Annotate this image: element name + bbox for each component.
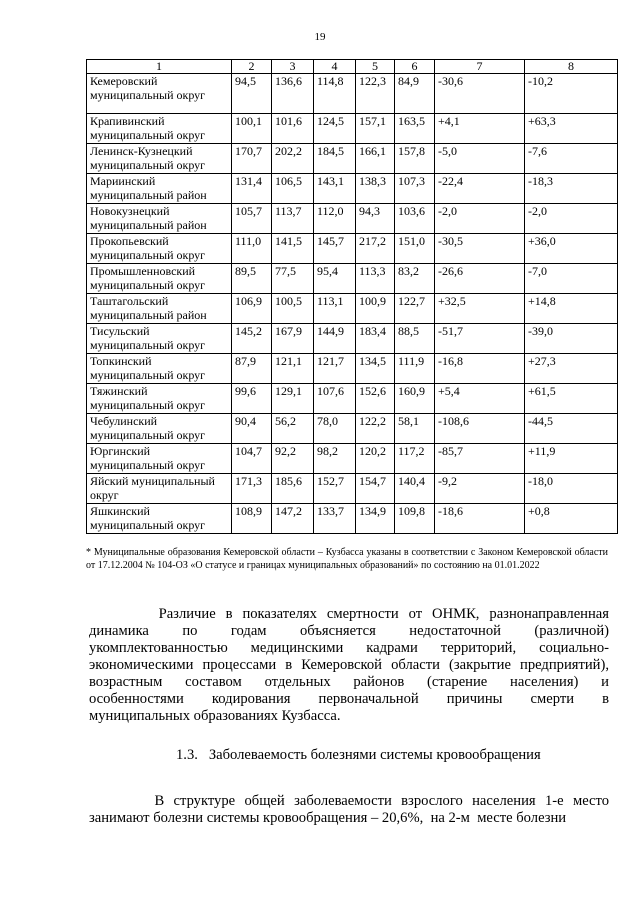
value-cell: 154,7 [356, 474, 395, 504]
value-cell: 100,5 [272, 294, 314, 324]
value-cell: 92,2 [272, 444, 314, 474]
value-cell: 144,9 [314, 324, 356, 354]
value-cell: 131,4 [232, 174, 272, 204]
value-cell: 100,1 [232, 114, 272, 144]
municipality-cell: Мариинский муниципальный район [87, 174, 232, 204]
value-cell: 141,5 [272, 234, 314, 264]
paragraph-line: Различие в показателях смертности от ОНМК, разнонаправленная [89, 606, 609, 622]
table-row [87, 504, 618, 534]
value-cell: 122,2 [356, 414, 395, 444]
table-row [87, 74, 618, 114]
value-cell: 157,1 [356, 114, 395, 144]
value-cell: -7,0 [525, 264, 618, 294]
value-cell: 134,9 [356, 504, 395, 534]
value-cell: 113,1 [314, 294, 356, 324]
value-cell: -44,5 [525, 414, 618, 444]
value-cell: -30,5 [435, 234, 525, 264]
value-cell: 120,2 [356, 444, 395, 474]
value-cell: 117,2 [395, 444, 435, 474]
value-cell: +11,9 [525, 444, 618, 474]
value-cell: -39,0 [525, 324, 618, 354]
value-cell: 138,3 [356, 174, 395, 204]
value-cell: 112,0 [314, 204, 356, 234]
section-heading: 1.3. Заболеваемость болезнями системы кровообращения [176, 747, 541, 763]
value-cell: -51,7 [435, 324, 525, 354]
value-cell: 105,7 [232, 204, 272, 234]
value-cell: 145,2 [232, 324, 272, 354]
value-cell: 95,4 [314, 264, 356, 294]
paragraph-line: динамика по годам объясняется недостаточной (различной) [89, 623, 609, 639]
value-cell: 136,6 [272, 74, 314, 114]
value-cell: -2,0 [435, 204, 525, 234]
municipality-cell: Промышленновский муниципальный округ [87, 264, 232, 294]
municipality-cell: Тисульский муниципальный округ [87, 324, 232, 354]
table-row [87, 174, 618, 204]
footnote: * Муниципальные образования Кемеровской области – Кузбасса указаны в соответствии с Законом Кемеровской области от 17.12.2004 № 104-ОЗ «О статусе и границах муниципальных образований» по состоянию на 01.01.2022 [86, 547, 608, 571]
value-cell: -2,0 [525, 204, 618, 234]
table-body [87, 74, 618, 534]
value-cell: 184,5 [314, 144, 356, 174]
value-cell: -18,0 [525, 474, 618, 504]
value-cell: 145,7 [314, 234, 356, 264]
value-cell: 147,2 [272, 504, 314, 534]
value-cell: 58,1 [395, 414, 435, 444]
value-cell: 94,3 [356, 204, 395, 234]
value-cell: 94,5 [232, 74, 272, 114]
value-cell: 113,3 [356, 264, 395, 294]
paragraph-line: укомплектованностью медицинскими кадрами территорий, социально- [89, 640, 609, 656]
value-cell: 106,5 [272, 174, 314, 204]
value-cell: -85,7 [435, 444, 525, 474]
value-cell: 121,1 [272, 354, 314, 384]
value-cell: +61,5 [525, 384, 618, 414]
header-cell: 8 [525, 60, 618, 74]
value-cell: +4,1 [435, 114, 525, 144]
value-cell: 104,7 [232, 444, 272, 474]
municipality-cell: Яйский муниципальный округ [87, 474, 232, 504]
table-row [87, 414, 618, 444]
value-cell: 78,0 [314, 414, 356, 444]
header-cell: 1 [87, 60, 232, 74]
value-cell: 122,7 [395, 294, 435, 324]
table-row [87, 234, 618, 264]
table-row [87, 474, 618, 504]
value-cell: 183,4 [356, 324, 395, 354]
municipality-cell: Кемеровский муниципальный округ [87, 74, 232, 114]
header-cell: 5 [356, 60, 395, 74]
municipality-cell: Тяжинский муниципальный округ [87, 384, 232, 414]
value-cell: 167,9 [272, 324, 314, 354]
value-cell: 87,9 [232, 354, 272, 384]
municipality-cell: Юргинский муниципальный округ [87, 444, 232, 474]
page-number: 19 [314, 31, 326, 43]
value-cell: 103,6 [395, 204, 435, 234]
value-cell: +0,8 [525, 504, 618, 534]
value-cell: 170,7 [232, 144, 272, 174]
value-cell: -108,6 [435, 414, 525, 444]
municipality-cell: Яшкинский муниципальный округ [87, 504, 232, 534]
paragraph-morbidity-structure [89, 793, 609, 827]
value-cell: 101,6 [272, 114, 314, 144]
value-cell: 84,9 [395, 74, 435, 114]
paragraph-line: возрастным составом отдельных районов (старение населения) и [89, 674, 609, 690]
value-cell: 83,2 [395, 264, 435, 294]
value-cell: 107,6 [314, 384, 356, 414]
paragraph-line: В структуре общей заболеваемости взрослого населения 1-е место [89, 793, 609, 809]
table-row [87, 324, 618, 354]
municipality-cell: Топкинский муниципальный округ [87, 354, 232, 384]
value-cell: +5,4 [435, 384, 525, 414]
value-cell: 90,4 [232, 414, 272, 444]
value-cell: 202,2 [272, 144, 314, 174]
value-cell: 121,7 [314, 354, 356, 384]
value-cell: 106,9 [232, 294, 272, 324]
value-cell: +27,3 [525, 354, 618, 384]
table-row [87, 114, 618, 144]
table-row [87, 384, 618, 414]
value-cell: 107,3 [395, 174, 435, 204]
value-cell: 122,3 [356, 74, 395, 114]
value-cell: 133,7 [314, 504, 356, 534]
header-cell: 6 [395, 60, 435, 74]
value-cell: 129,1 [272, 384, 314, 414]
value-cell: 111,0 [232, 234, 272, 264]
municipality-cell: Крапивинский муниципальный округ [87, 114, 232, 144]
value-cell: -7,6 [525, 144, 618, 174]
table-row [87, 144, 618, 174]
value-cell: 134,5 [356, 354, 395, 384]
value-cell: 89,5 [232, 264, 272, 294]
value-cell: 152,7 [314, 474, 356, 504]
value-cell: 108,9 [232, 504, 272, 534]
value-cell: 109,8 [395, 504, 435, 534]
value-cell: 152,6 [356, 384, 395, 414]
value-cell: -18,3 [525, 174, 618, 204]
paragraph-line: муниципальных образованиях Кузбасса. [89, 708, 341, 724]
value-cell: 157,8 [395, 144, 435, 174]
value-cell: 151,0 [395, 234, 435, 264]
header-cell: 2 [232, 60, 272, 74]
paragraph-line: экономическими процессами в Кемеровской области (закрытие предприятий), [89, 657, 609, 673]
value-cell: 166,1 [356, 144, 395, 174]
value-cell: +63,3 [525, 114, 618, 144]
header-cell: 3 [272, 60, 314, 74]
table-row [87, 264, 618, 294]
value-cell: +36,0 [525, 234, 618, 264]
value-cell: +14,8 [525, 294, 618, 324]
value-cell: -30,6 [435, 74, 525, 114]
value-cell: -16,8 [435, 354, 525, 384]
municipality-cell: Прокопьевский муниципальный округ [87, 234, 232, 264]
value-cell: 160,9 [395, 384, 435, 414]
table-row [87, 444, 618, 474]
value-cell: -18,6 [435, 504, 525, 534]
value-cell: 99,6 [232, 384, 272, 414]
value-cell: 124,5 [314, 114, 356, 144]
value-cell: 185,6 [272, 474, 314, 504]
paragraph-mortality-differences [89, 606, 609, 725]
value-cell: 98,2 [314, 444, 356, 474]
value-cell: 77,5 [272, 264, 314, 294]
table-row [87, 354, 618, 384]
value-cell: -10,2 [525, 74, 618, 114]
value-cell: 56,2 [272, 414, 314, 444]
value-cell: +32,5 [435, 294, 525, 324]
municipality-cell: Чебулинский муниципальный округ [87, 414, 232, 444]
value-cell: -5,0 [435, 144, 525, 174]
value-cell: -9,2 [435, 474, 525, 504]
value-cell: 100,9 [356, 294, 395, 324]
value-cell: -26,6 [435, 264, 525, 294]
paragraph-line: занимают болезни системы кровообращения – 20,6%, на 2-м месте болезни [89, 810, 567, 826]
value-cell: 113,7 [272, 204, 314, 234]
header-cell: 7 [435, 60, 525, 74]
value-cell: 114,8 [314, 74, 356, 114]
value-cell: 140,4 [395, 474, 435, 504]
municipality-cell: Таштагольский муниципальный район [87, 294, 232, 324]
municipality-cell: Ленинск-Кузнецкий муниципальный округ [87, 144, 232, 174]
table-row [87, 294, 618, 324]
value-cell: 163,5 [395, 114, 435, 144]
mortality-table [86, 59, 618, 534]
paragraph-line: особенностями кодирования первоначальной причины смерти в [89, 691, 609, 707]
table-header-row [87, 60, 618, 74]
header-cell: 4 [314, 60, 356, 74]
value-cell: 171,3 [232, 474, 272, 504]
table-row [87, 204, 618, 234]
municipality-cell: Новокузнецкий муниципальный район [87, 204, 232, 234]
value-cell: 143,1 [314, 174, 356, 204]
value-cell: 111,9 [395, 354, 435, 384]
value-cell: -22,4 [435, 174, 525, 204]
value-cell: 88,5 [395, 324, 435, 354]
value-cell: 217,2 [356, 234, 395, 264]
